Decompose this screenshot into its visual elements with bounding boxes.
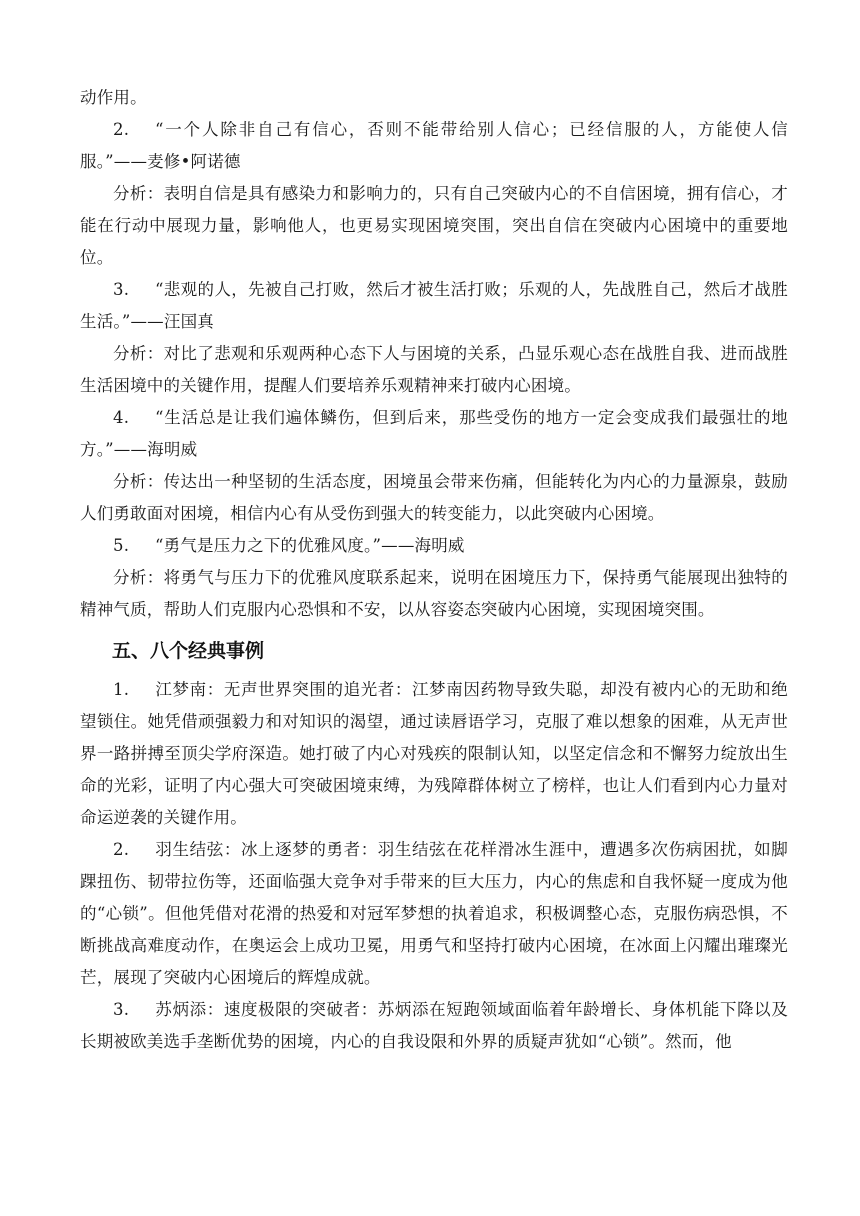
case-item bbox=[80, 674, 788, 834]
case-number: 1. bbox=[113, 680, 130, 699]
intro-tail: 动作用。 bbox=[80, 88, 147, 107]
quote-text: “悲观的人，先被自己打败，然后才被生活打败；乐观的人，先战胜自己，然后才战胜生活。”——汪国真 bbox=[80, 280, 788, 331]
case-number: 2. bbox=[113, 840, 130, 859]
quote-item bbox=[80, 114, 788, 274]
quote-number: 4. bbox=[113, 408, 130, 427]
quote-item bbox=[80, 530, 788, 626]
quote-number: 2. bbox=[113, 120, 130, 139]
quote-number: 5. bbox=[113, 536, 130, 555]
quote-analysis: 分析：对比了悲观和乐观两种心态下人与困境的关系，凸显乐观心态在战胜自我、进而战胜生活困境中的关键作用，提醒人们要培养乐观精神来打破内心困境。 bbox=[80, 344, 788, 395]
case-list bbox=[80, 674, 788, 1058]
quote-text: “一个人除非自己有信心，否则不能带给别人信心；已经信服的人，方能使人信服。”——麦修•阿诺德 bbox=[80, 120, 788, 171]
section-heading: 五、八个经典事例 bbox=[112, 640, 265, 662]
quote-analysis: 分析：表明自信是具有感染力和影响力的，只有自己突破内心的不自信困境，拥有信心，才能在行动中展现力量，影响他人，也更易实现困境突围，突出自信在突破内心困境中的重要地位。 bbox=[80, 184, 788, 267]
quote-item bbox=[80, 402, 788, 530]
quote-analysis: 分析：将勇气与压力下的优雅风度联系起来，说明在困境压力下，保持勇气能展现出独特的精神气质，帮助人们克服内心恐惧和不安，以从容姿态突破内心困境，实现困境突围。 bbox=[80, 568, 788, 619]
quote-text: “勇气是压力之下的优雅风度。”——海明威 bbox=[155, 536, 465, 555]
case-item bbox=[80, 994, 788, 1058]
quote-text: “生活总是让我们遍体鳞伤，但到后来，那些受伤的地方一定会变成我们最强壮的地方。”——海明威 bbox=[80, 408, 788, 459]
quote-number: 3. bbox=[113, 280, 130, 299]
case-item bbox=[80, 834, 788, 994]
quote-item bbox=[80, 274, 788, 402]
case-text: 羽生结弦：冰上逐梦的勇者：羽生结弦在花样滑冰生涯中，遭遇多次伤病困扰，如脚踝扭伤、韧带拉伤等，还面临强大竞争对手带来的巨大压力，内心的焦虑和自我怀疑一度成为他的“心锁”。但他凭借对花滑的热爱和对冠军梦想的执着追求，积极调整心态，克服伤病恐惧，不断挑战高难度动作，在奥运会上成功卫冕，用勇气和坚持打破内心困境，在冰面上闪耀出璀璨光芒，展现了突破内心困境后的辉煌成就。 bbox=[80, 840, 788, 987]
case-number: 3. bbox=[113, 1000, 130, 1019]
quote-analysis: 分析：传达出一种坚韧的生活态度，困境虽会带来伤痛，但能转化为内心的力量源泉，鼓励人们勇敢面对困境，相信内心有从受伤到强大的转变能力，以此突破内心困境。 bbox=[80, 472, 788, 523]
case-text: 江梦南：无声世界突围的追光者：江梦南因药物导致失聪，却没有被内心的无助和绝望锁住。她凭借顽强毅力和对知识的渴望，通过读唇语学习，克服了难以想象的困难，从无声世界一路拼搏至顶尖学府深造。她打破了内心对残疾的限制认知，以坚定信念和不懈努力绽放出生命的光彩，证明了内心强大可突破困境束缚，为残障群体树立了榜样，也让人们看到内心力量对命运逆袭的关键作用。 bbox=[80, 680, 788, 827]
case-text: 苏炳添：速度极限的突破者：苏炳添在短跑领域面临着年龄增长、身体机能下降以及长期被欧美选手垄断优势的困境，内心的自我设限和外界的质疑声犹如“心锁”。然而，他 bbox=[80, 1000, 788, 1051]
quote-list bbox=[80, 114, 788, 626]
